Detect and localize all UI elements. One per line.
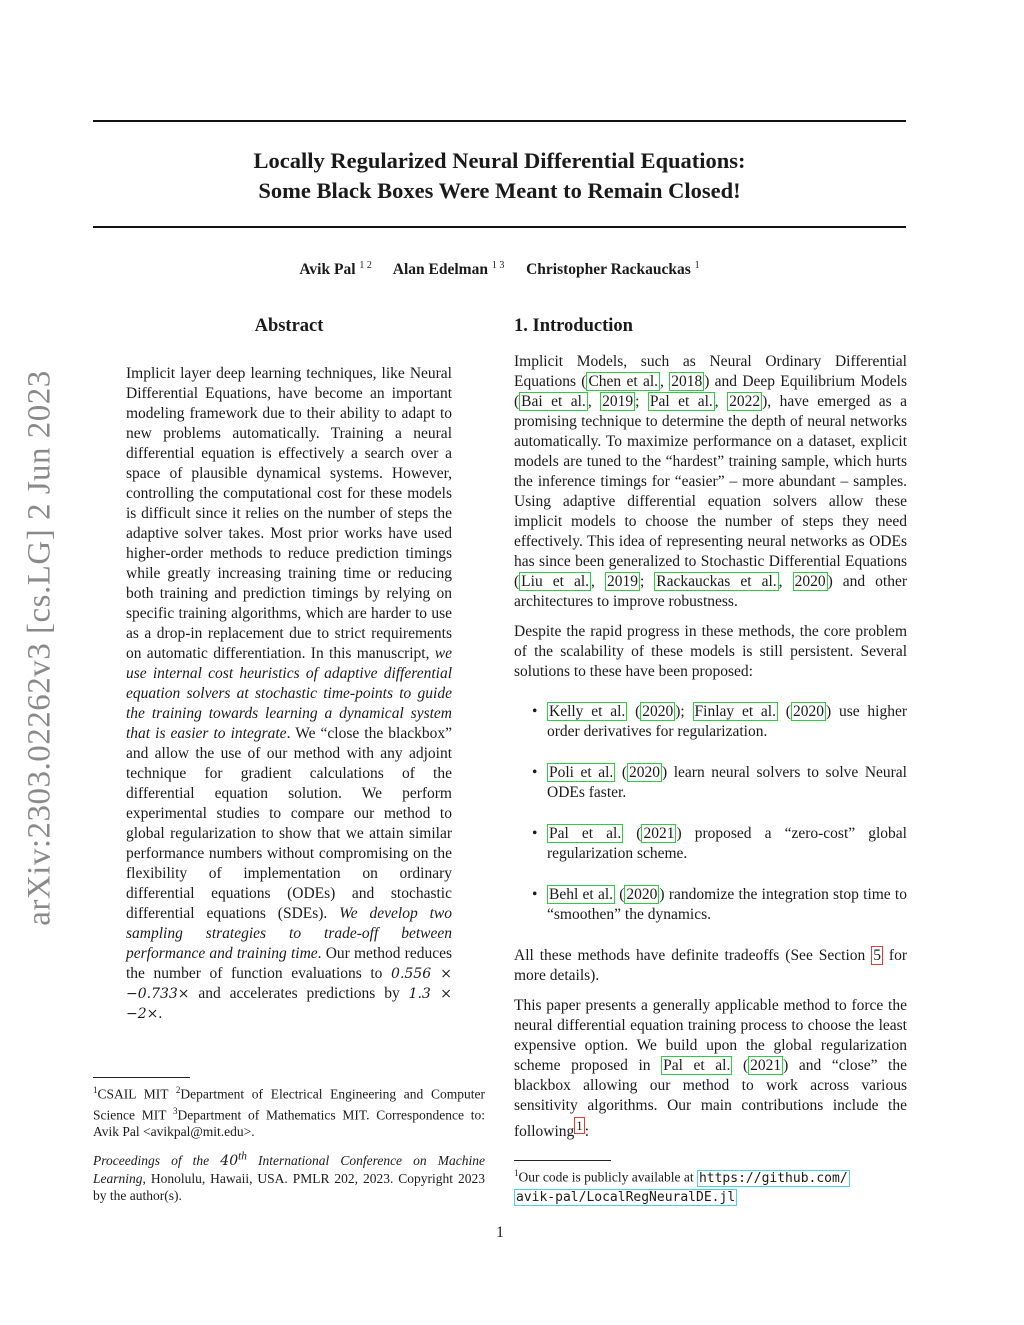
introduction-body: [514, 352, 907, 1152]
abstract-emphasis: We develop two sampling strategies to trade-off between performance and training time: [126, 905, 452, 962]
intro-text: All these methods have definite tradeoffs (See Section: [514, 947, 872, 964]
citation-link[interactable]: Kelly et al.: [549, 703, 626, 720]
citation-link[interactable]: 2020: [626, 886, 658, 903]
list-item-text: randomize the integration stop time to “smoothen” the dynamics.: [547, 886, 907, 923]
abstract-text: and accelerates predictions by: [189, 985, 409, 1002]
intro-paragraph: Implicit Models, such as Neural Ordinary Differential Equations ( Chen et al. , 2018 ) and Deep Equilibrium Models ( Bai et al. , 2019 ; Pal et al. , 2022 ), have emerged as a promising technique to determine the depth of neural networks automatically. To maximize performance on a dataset, explicit models are tuned to the “hardest” training sample, which hurts the inference timings for “easier” – more abundant – samples. Using adaptive differential equation solvers allow these implicit models to choose the number of steps they need effectively. This idea of representing neural networks as ODEs has since been generalized to Stochastic Differential Equations ( Liu et al. , 2019 ; Rackauckas et al. , 2020 ) and other architectures to improve robustness.: [514, 353, 908, 610]
abstract-math: 1.3 × −2×: [126, 986, 452, 1022]
affiliation-text: Department of Electrical Engineering and Computer Science MIT: [93, 1086, 485, 1122]
author-affiliation: 1 3: [491, 260, 505, 271]
author-name: Christopher Rackauckas: [526, 261, 691, 279]
citation-link[interactable]: Pal et al.: [663, 1057, 731, 1074]
citation-link[interactable]: Rackauckas et al.: [656, 573, 777, 590]
abstract-text: Implicit layer deep learning techniques, like Neural Differential Equations, have become an important modeling framework due to their ability to adapt to new problems automatically. Training a neural differential equation is effectively a search over a space of plausible dynamical systems. However, controlling the computational cost for these models is difficult since it relies on the number of steps the adaptive solver takes. Most prior works have used higher-order methods to reduce prediction timings while greatly increasing training time or reducing both training and prediction timings by relying on specific training algorithms, which are harder to use as a drop-in replacement due to strict requirements on automatic differentiation. In this manuscript,: [126, 365, 452, 662]
affiliation-text: Department of Mathematics MIT. Correspondence to: Avik Pal <avikpal@mit.edu>.: [93, 1107, 485, 1139]
related-work-list: [514, 702, 907, 925]
proceedings-ordinal: th: [238, 1150, 247, 1162]
author-name: Avik Pal: [299, 261, 356, 279]
title-line-1: Locally Regularized Neural Differential Equations:: [253, 148, 746, 173]
citation-link[interactable]: Chen et al.: [588, 373, 659, 390]
footnote-text: Our code is publicly available at: [518, 1169, 697, 1185]
proceedings-text: , Honolulu, Hawaii, USA. PMLR 202, 2023. Copyright 2023 by the author(s).: [93, 1170, 485, 1203]
citation-link[interactable]: 2020: [794, 573, 826, 590]
proceedings-note: [93, 1148, 485, 1204]
footnote-divider: [93, 1077, 190, 1078]
citation-link[interactable]: 2020: [792, 703, 824, 720]
citation-link[interactable]: 2021: [643, 825, 675, 842]
proceedings-text: International Conference on Machine Learning: [93, 1152, 485, 1186]
intro-text: :: [584, 1123, 590, 1141]
list-item: • Pal et al. ( 2021 ) proposed a “zero-cost” global regularization scheme.: [514, 824, 907, 864]
citation-link[interactable]: Pal et al.: [649, 393, 713, 410]
intro-text: ) and other architectures to improve robustness.: [514, 573, 908, 610]
code-footnote: [514, 1164, 907, 1207]
section-reference-link[interactable]: 5: [873, 947, 881, 964]
citation-link[interactable]: Liu et al.: [521, 573, 590, 590]
footnote-link[interactable]: 1: [576, 1118, 583, 1133]
title-rule-bottom: [93, 226, 906, 228]
affiliation-text: CSAIL MIT: [97, 1086, 176, 1102]
arxiv-identifier: arXiv:2303.02262v3 [cs.LG] 2 Jun 2023: [21, 370, 58, 926]
abstract-emphasis: we use internal cost heuristics of adaptive differential equation solvers at stochastic time-points to guide the training towards learning a dynamical system that is easier to integrate: [126, 645, 452, 742]
list-item-text: proposed a “zero-cost” global regularization scheme.: [547, 825, 907, 862]
citation-link[interactable]: 2021: [750, 1057, 782, 1074]
citation-link[interactable]: 2020: [642, 703, 674, 720]
intro-text: for more details).: [514, 947, 907, 984]
abstract-text: .: [158, 1005, 163, 1022]
intro-text: Implicit Models, such as Neural Ordinary Differential Equations (: [514, 353, 907, 390]
citation-link[interactable]: 2022: [729, 393, 761, 410]
abstract-text: . Our method reduces the number of function evaluations to: [126, 945, 452, 982]
title-line-2: Some Black Boxes Were Meant to Remain Closed!: [258, 178, 741, 203]
abstract-math: 0.556 × −0.733×: [126, 966, 453, 1002]
list-item-text: use higher order derivatives for regularization.: [547, 703, 907, 740]
affiliation-footnote: [93, 1082, 485, 1140]
citation-link[interactable]: 2019: [602, 393, 634, 410]
list-item: • Behl et al. ( 2020 ) randomize the integration stop time to “smoothen” the dynamics.: [514, 885, 907, 925]
list-item: • Kelly et al. ( 2020 ); Finlay et al. ( 2020 ) use higher order derivatives for regularization.: [514, 702, 907, 742]
abstract-heading: Abstract: [254, 316, 324, 336]
abstract-body: [126, 364, 452, 1024]
github-url-link[interactable]: https://github.com/: [698, 1170, 848, 1186]
citation-link[interactable]: Finlay et al.: [694, 703, 776, 720]
footnote-marker: 1: [514, 1168, 519, 1178]
abstract-text: . We “close the blackbox” and allow the use of our method with any adjoint technique for gradient calculations of the differential equation solution. We perform experimental studies to compare our method to global regularization to show that we attain similar performance numbers without compromising on the flexibility of implementation on ordinary differential equations (ODEs) and stochastic differential equations (SDEs).: [126, 725, 452, 922]
citation-link[interactable]: Poli et al.: [549, 764, 614, 781]
citation-link[interactable]: Behl et al.: [549, 886, 614, 903]
introduction-heading: 1. Introduction: [514, 316, 633, 336]
intro-text: and “close” the blackbox allowing our method to work across various sensitivity algorithms. Our main contributions include the following: [514, 1057, 907, 1141]
author-list: [93, 260, 906, 279]
footnote-marker: 1: [93, 1085, 98, 1095]
title-rule-top: [93, 120, 906, 122]
intro-paragraph: [514, 946, 907, 986]
proceedings-number: 40: [220, 1152, 239, 1169]
github-url-link[interactable]: avik-pal/LocalRegNeuralDE.jl: [516, 1189, 736, 1205]
intro-text: ), have emerged as a promising technique to determine the depth of neural networks automatically. To maximize performance on a dataset, explicit models are tuned to the “hardest” training sample, which hurts the inference timings for “easier” – more abundant – samples. Using adaptive differential equation solvers allow these implicit models to choose the number of steps they need effectively. This idea of representing neural networks as ODEs has since been generalized to Stochastic Differential Equations (: [514, 393, 908, 590]
footnote-marker: 2: [175, 1085, 181, 1095]
author-name: Alan Edelman: [392, 261, 488, 279]
citation-link[interactable]: 2019: [606, 573, 638, 590]
paper-title: [93, 146, 906, 206]
citation-link[interactable]: 2020: [629, 764, 661, 781]
footnote-marker: 3: [172, 1105, 178, 1116]
author-affiliation: 1 2: [359, 260, 372, 271]
intro-text: This paper presents a generally applicable method to force the neural differential equation training process to choose the least expensive option. We build upon the global regularization scheme proposed in: [514, 997, 907, 1074]
citation-link[interactable]: Pal et al.: [549, 825, 622, 842]
footnote-divider: [514, 1160, 611, 1161]
list-item: • Poli et al. ( 2020 ) learn neural solvers to solve Neural ODEs faster.: [514, 763, 907, 803]
citation-link[interactable]: Bai et al.: [521, 393, 586, 410]
intro-paragraph: Despite the rapid progress in these methods, the core problem of the scalability of these models is still persistent. Several solutions to these have been proposed:: [514, 623, 907, 680]
citation-link[interactable]: 2018: [671, 373, 703, 390]
page-number: 1: [496, 1224, 504, 1241]
intro-paragraph: This paper presents a generally applicable method to force the neural differential equation training process to choose the least expensive option. We build upon the global regularization scheme proposed in Pal et al. ( 2021 ) and “close” the blackbox allowing our method to work across various sensitivity algorithms. Our main contributions include the following $^1$ :: [514, 997, 907, 1141]
author-affiliation: 1: [694, 260, 700, 271]
list-item-text: learn neural solvers to solve Neural ODEs faster.: [547, 764, 907, 801]
intro-text: ) and Deep Equilibrium Models (: [514, 373, 908, 410]
proceedings-text: Proceedings of the: [93, 1152, 221, 1168]
